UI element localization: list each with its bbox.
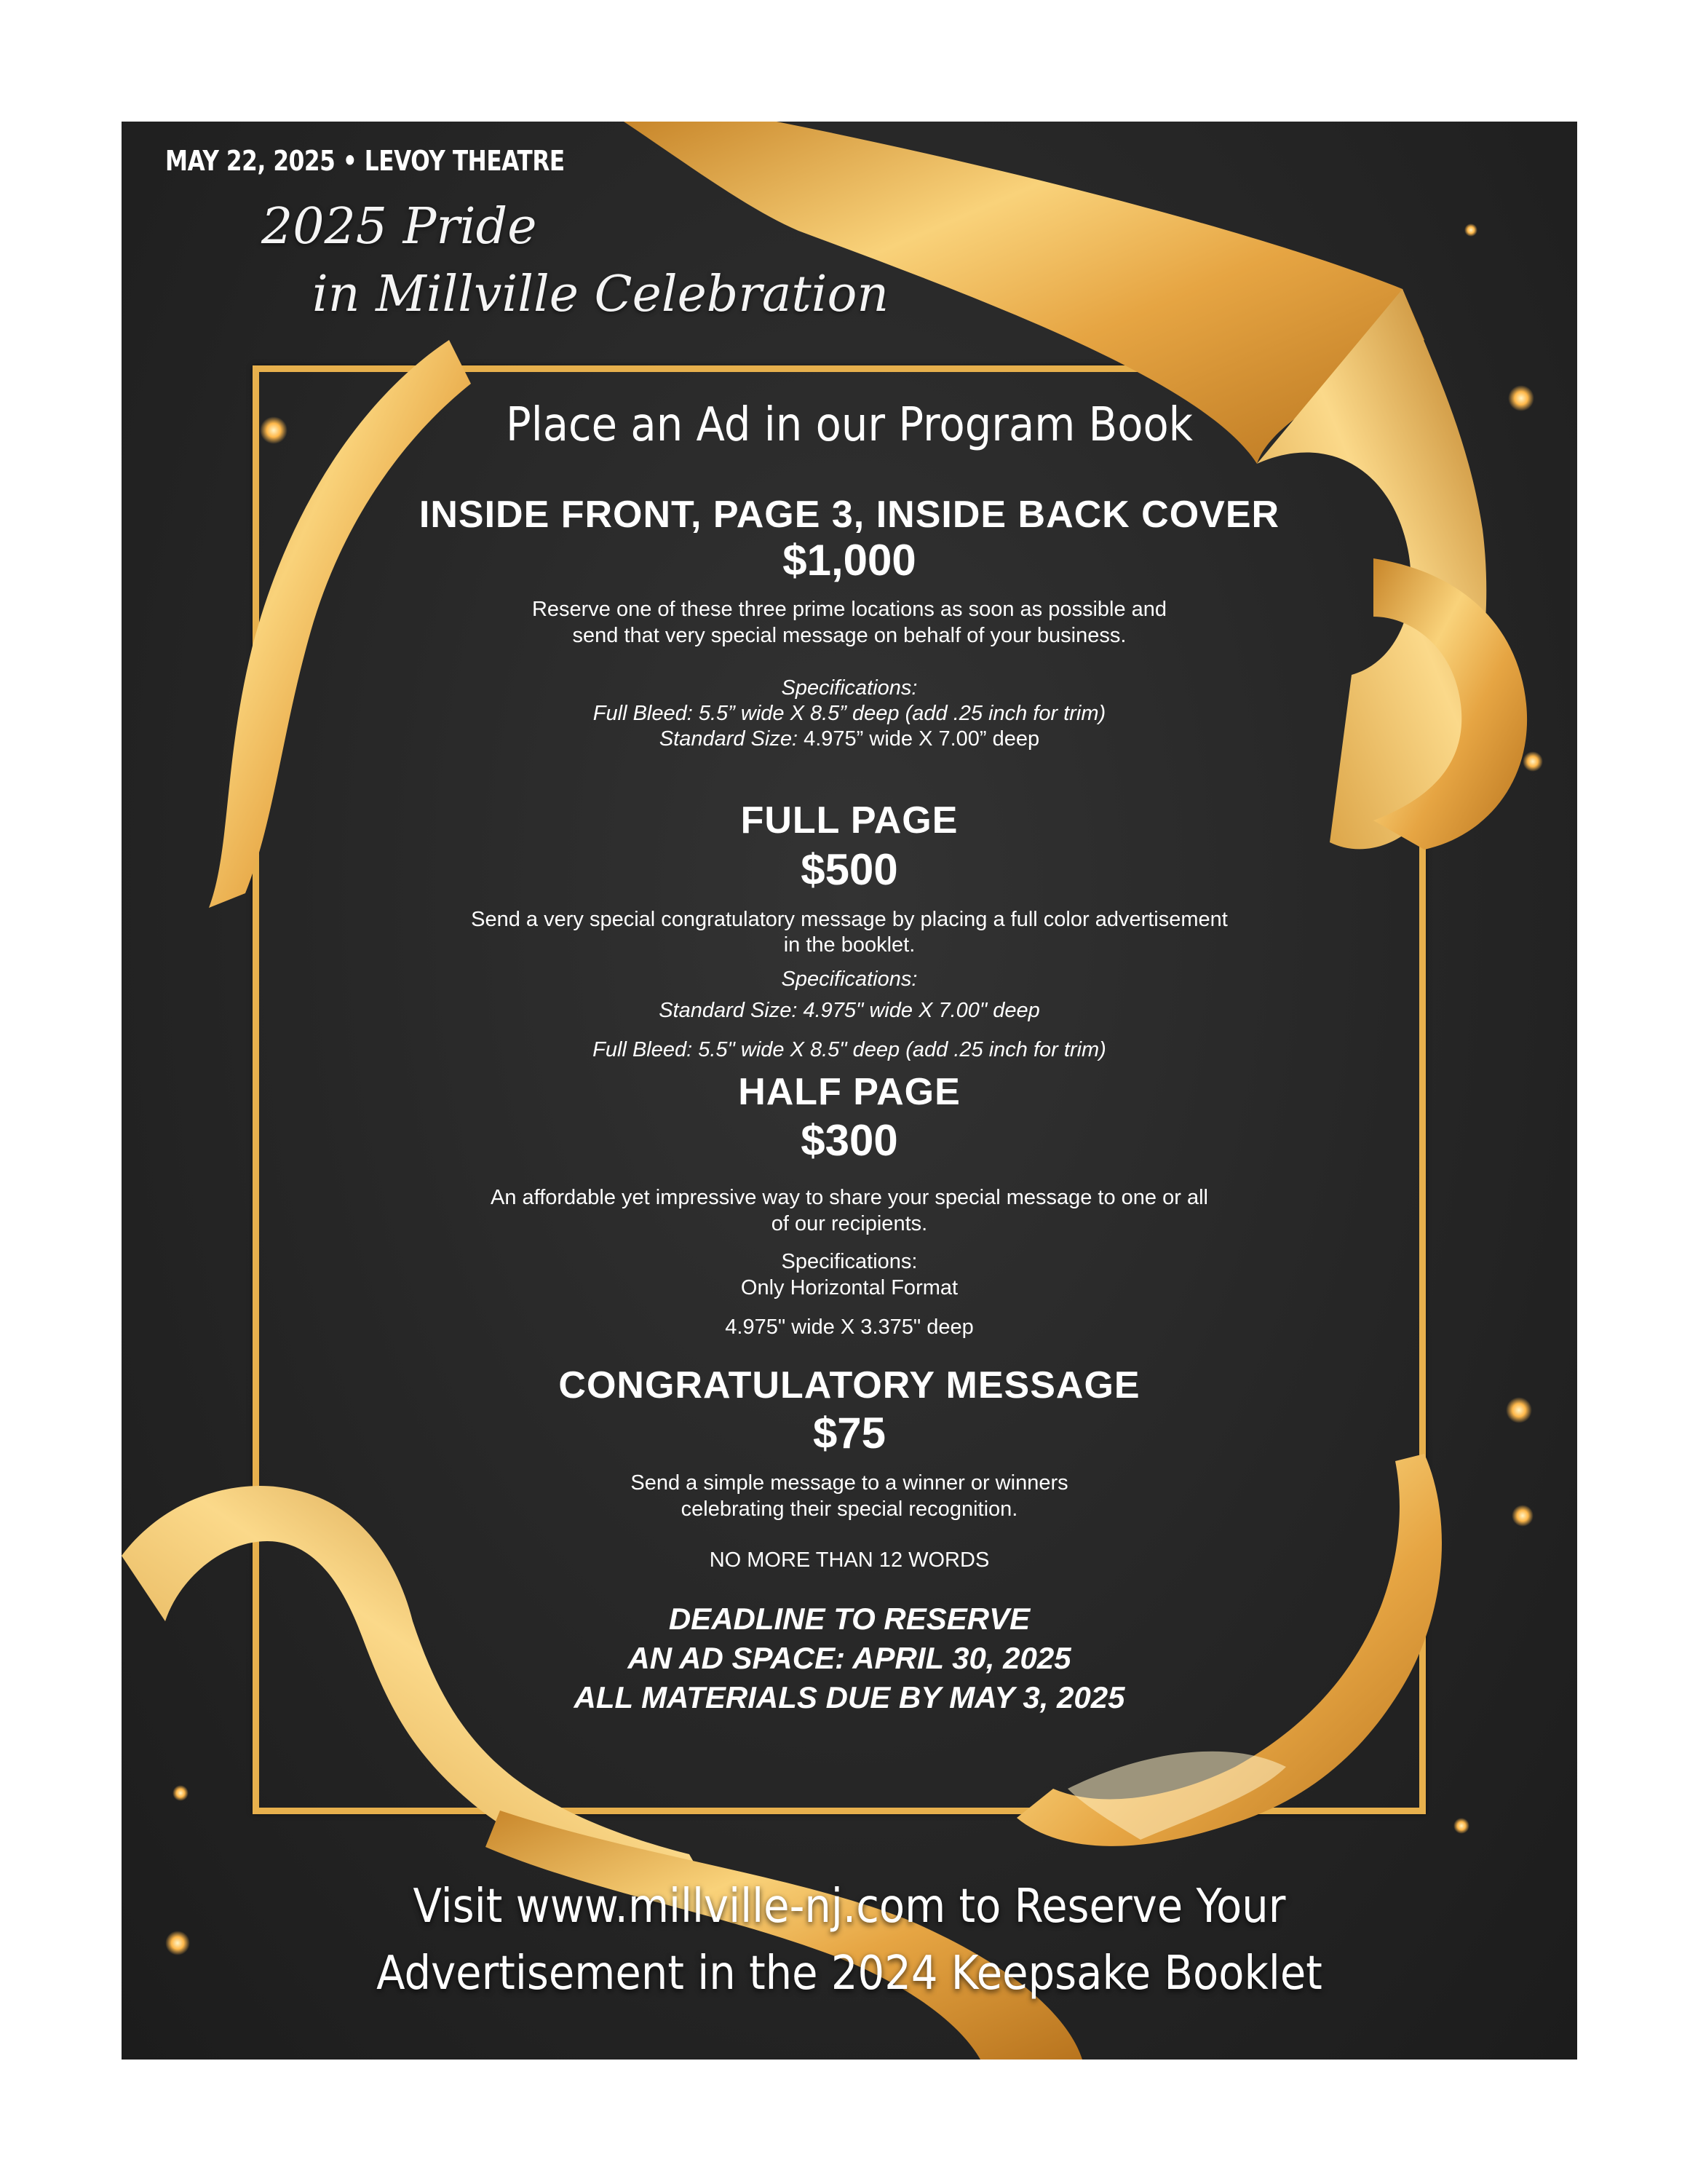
event-title-line-2: in Millville Celebration [312,266,889,323]
half-page-spec-heading: Specifications: [781,1250,918,1273]
headline: Place an Ad in our Program Book [505,398,1194,452]
premium-spec-standard-label: Standard Size: [659,727,798,751]
congrats-desc-2: celebrating their special recognition. [681,1497,1018,1521]
half-page-spec-size: 4.975" wide X 3.375" deep [725,1315,974,1339]
half-page-price: $300 [801,1116,898,1165]
congrats-price: $75 [812,1409,886,1457]
full-page-desc-2: in the booklet. [783,933,916,957]
event-date-venue: MAY 22, 2025 • LEVOY THEATRE [165,145,565,177]
event-title-line-1: 2025 Pride [261,198,537,256]
premium-spec-full-bleed: Full Bleed: 5.5” wide X 8.5” deep (add .25 inch for trim) [592,702,1106,725]
deadline-line-3: ALL MATERIALS DUE BY MAY 3, 2025 [574,1680,1125,1714]
footer-call-to-action [194,1873,1504,2007]
half-page-title: HALF PAGE [738,1071,961,1113]
full-page-price: $500 [801,845,898,894]
premium-ad-price: $1,000 [782,536,916,585]
full-page-desc-1: Send a very special congratulatory message by placing a full color advertisement [471,908,1228,931]
premium-spec-standard [122,726,1577,752]
premium-spec-standard-value: 4.975” wide X 7.00” deep [798,727,1040,751]
footer-line-2: Advertisement in the 2024 Keepsake Booklet [376,1947,1322,2001]
deadline-line-2: AN AD SPACE: APRIL 30, 2025 [627,1641,1071,1675]
half-page-spec-format: Only Horizontal Format [740,1276,959,1299]
premium-spec-heading: Specifications: [781,676,918,700]
deadline-line-1: DEADLINE TO RESERVE [668,1602,1031,1636]
congrats-desc-1: Send a simple message to a winner or winners [630,1471,1068,1495]
full-page-spec-full-bleed: Full Bleed: 5.5" wide X 8.5" deep (add .25 inch for trim) [592,1038,1106,1061]
half-page-desc-2: of our recipients. [771,1212,928,1235]
congrats-title: CONGRATULATORY MESSAGE [558,1364,1140,1406]
congrats-word-limit: NO MORE THAN 12 WORDS [709,1548,990,1572]
premium-ad-desc-1: Reserve one of these three prime locations as soon as possible and [531,598,1167,621]
full-page-spec-heading: Specifications: [781,968,918,991]
premium-ad-desc-2: send that very special message on behalf of your business. [572,624,1127,647]
premium-ad-title: INSIDE FRONT, PAGE 3, INSIDE BACK COVER [418,494,1280,536]
full-page-spec-standard: Standard Size: 4.975" wide X 7.00" deep [659,999,1040,1022]
full-page-title: FULL PAGE [740,799,959,842]
half-page-desc-1: An affordable yet impressive way to share your special message to one or all [491,1186,1208,1209]
flyer [122,122,1577,2060]
footer-line-1: Visit www.millville-nj.com to Reserve Your [413,1880,1286,1934]
